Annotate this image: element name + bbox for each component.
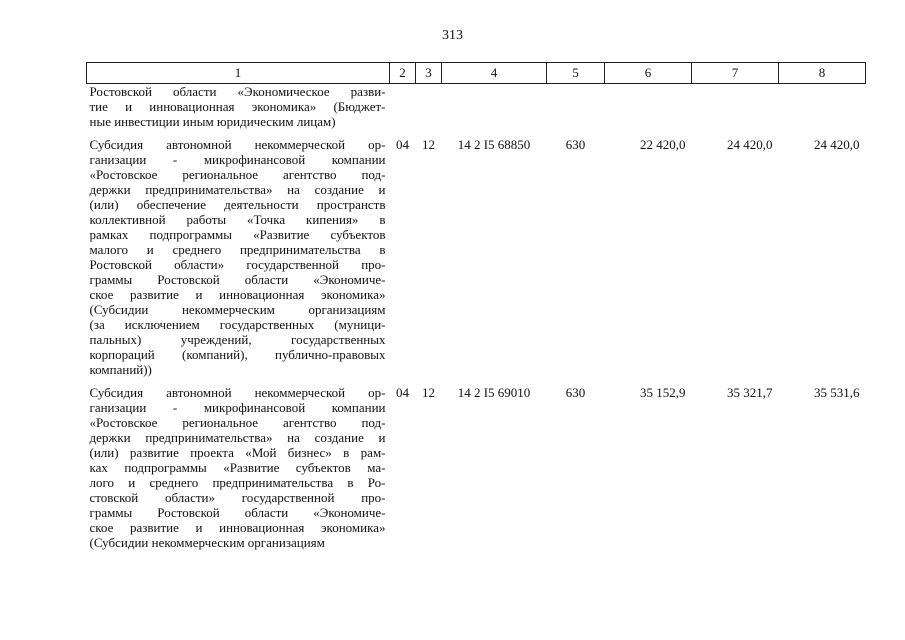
amount-col-7 xyxy=(692,84,779,130)
expense-type-code: 630 xyxy=(565,385,586,400)
table-row xyxy=(87,84,866,130)
description-line: держки предпринимательства» на создание и xyxy=(89,430,386,445)
header-row xyxy=(87,63,866,84)
description-line: стовской области» государственной про- xyxy=(89,490,386,505)
target-article-code: 14 2 I5 68850 xyxy=(457,137,531,152)
page-number: 313 xyxy=(442,28,463,43)
description-line: (или) обеспечение деятельности пространств xyxy=(89,197,386,212)
description-line: ганизации - микрофинансовой компании xyxy=(89,152,386,167)
description-line: «Ростовское региональное агентство под- xyxy=(89,415,386,430)
table-body xyxy=(87,84,866,551)
description-line: малого и среднего предпринимательства в xyxy=(89,242,386,257)
amount-col-8 xyxy=(779,84,866,130)
table-row xyxy=(87,129,866,377)
description-line: ганизации - микрофинансовой компании xyxy=(89,400,386,415)
description-line: компаний)) xyxy=(89,362,152,377)
table-row xyxy=(87,377,866,550)
description-line: ные инвестиции иным юридическим лицам) xyxy=(89,114,336,129)
row-description xyxy=(87,129,390,377)
description-line: рамках подпрограммы «Развитие субъектов xyxy=(89,227,386,242)
header-col-1: 1 xyxy=(87,63,390,84)
description-line: (за исключением государственных (муници- xyxy=(89,317,386,332)
header-col-5: 5 xyxy=(547,63,605,84)
budget-table xyxy=(86,62,866,550)
section-code xyxy=(390,84,416,130)
section-code: 04 xyxy=(396,137,409,152)
header-col-3: 3 xyxy=(416,63,442,84)
header-col-6: 6 xyxy=(605,63,692,84)
description-line: коллективной работы «Точка кипения» в xyxy=(89,212,386,227)
amount-col-6: 35 152,9 xyxy=(640,385,686,400)
description-line: (Субсидии некоммерческим организациям xyxy=(89,302,386,317)
description-line: Субсидия автономной некоммерческой ор- xyxy=(89,137,386,152)
description-line: держки предпринимательства» на создание и xyxy=(89,182,386,197)
description-line: граммы Ростовской области «Экономиче- xyxy=(89,272,386,287)
description-line: тие и инновационная экономика» (Бюджет- xyxy=(89,99,386,114)
target-article-code: 14 2 I5 69010 xyxy=(457,385,531,400)
description-line: (или) развитие проекта «Мой бизнес» в рам- xyxy=(89,445,386,460)
row-description xyxy=(87,377,390,550)
subsection-code: 12 xyxy=(422,137,435,152)
header-col-4: 4 xyxy=(442,63,547,84)
description-line: «Ростовское региональное агентство под- xyxy=(89,167,386,182)
subsection-code xyxy=(416,84,442,130)
amount-col-8: 35 531,6 xyxy=(814,385,860,400)
expense-type-code: 630 xyxy=(565,137,586,152)
description-line: пальных) учреждений, государственных xyxy=(89,332,386,347)
amount-col-7: 24 420,0 xyxy=(727,137,773,152)
header-col-7: 7 xyxy=(692,63,779,84)
header-col-8: 8 xyxy=(779,63,866,84)
description-line: (Субсидии некоммерческим организациям xyxy=(89,535,325,550)
header-col-2: 2 xyxy=(390,63,416,84)
description-line: Субсидия автономной некоммерческой ор- xyxy=(89,385,386,400)
description-line: ках подпрограммы «Развитие субъектов ма- xyxy=(89,460,386,475)
description-line: лого и среднего предпринимательства в Ро- xyxy=(89,475,386,490)
amount-col-6 xyxy=(605,84,692,130)
section-code: 04 xyxy=(396,385,409,400)
description-line: корпораций (компаний), публично-правовых xyxy=(89,347,386,362)
amount-col-6: 22 420,0 xyxy=(640,137,686,152)
subsection-code: 12 xyxy=(422,385,435,400)
description-line: Ростовской области» государственной про- xyxy=(89,257,386,272)
amount-col-8: 24 420,0 xyxy=(814,137,860,152)
description-line: Ростовской области «Экономическое разви- xyxy=(89,84,386,99)
expense-type-code xyxy=(547,84,605,130)
amount-col-7: 35 321,7 xyxy=(727,385,773,400)
description-line: ское развитие и инновационная экономика» xyxy=(89,520,386,535)
target-article-code xyxy=(442,84,547,130)
table-header xyxy=(87,63,866,84)
description-line: граммы Ростовской области «Экономиче- xyxy=(89,505,386,520)
row-description xyxy=(87,84,390,130)
description-line: ское развитие и инновационная экономика» xyxy=(89,287,386,302)
